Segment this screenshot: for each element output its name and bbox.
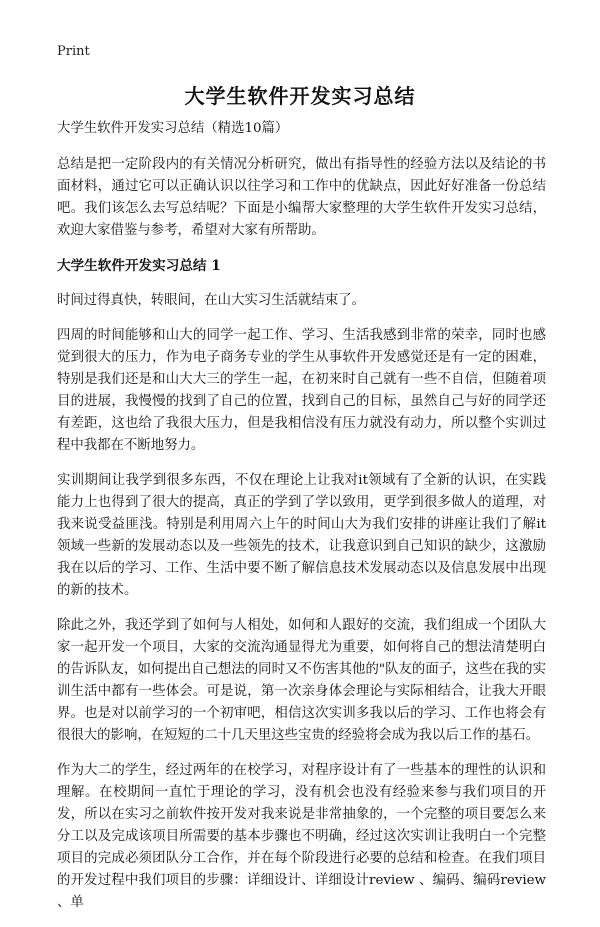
section-heading: 大学生软件开发实习总结 1 [57, 258, 221, 274]
intro-paragraph: 总结是把一定阶段内的有关情况分析研究，做出有指导性的经验方法以及结论的书面材料，通过它可以正确认识以往学习和工作中的优缺点，因此好好准备一份总结吧。我们该怎么去写总结呢？下面是小编帮大家整理的大学生软件开发实习总结，欢迎大家借鉴与参考，希望对大家有所帮助。 [57, 157, 546, 238]
body-paragraph: 四周的时间能够和山大的同学一起工作、学习、生活我感到非常的荣幸，同时也感觉到很大的压力，作为电子商务专业的学生从事软件开发感觉还是有一定的困难，特别是我们还是和山大大三的学生一起，在初来时自己就有一些不自信，但随着项目的进展，我慢慢的找到了自己的位置，找到自己的目标，虽然自己与好的同学还有差距，这也给了我很大压力，但是我相信没有压力就没有动力，所以整个实训过程中我都在不断地努力。 [57, 328, 546, 453]
body-paragraph: 除此之外，我还学到了如何与人相处，如何和人跟好的交流，我们组成一个团队大家一起开发一个项目，大家的交流沟通显得尤为重要，如何将自己的想法清楚明白的告诉队友，如何提出自己想法的同时又不伤害其他的"队友的面子，这些在我的实训生活中都有一些体会。可是说，第一次亲身体会理论与实际相结合，让我大开眼界。也是对以前学习的一个初审吧，相信这次实训多我以后的学习、工作也将会有很很大的影响，在短短的二十几天里这些宝贵的经验将会成为我以后工作的基石。 [57, 618, 546, 743]
page-title: 大学生软件开发实习总结 [184, 84, 416, 108]
body-paragraph: 实训期间让我学到很多东西，不仅在理论上让我对it领域有了全新的认识，在实践能力上也得到了很大的提高，真正的学到了学以致用，更学到很多做人的道理，对我来说受益匪浅。特别是利用周六上午的时间山大为我们安排的讲座让我们了解it领域一些新的发展动态以及一些领先的技术，让我意识到自己知识的缺少，这激励我在以后的学习、工作、生活中要不断了解信息技术发展动态以及信息发展中出现的新的技术。 [57, 473, 546, 598]
print-label: Print [57, 44, 90, 59]
document-subtitle: 大学生软件开发实习总结（精选10篇） [57, 121, 289, 136]
body-paragraph: 时间过得真快，转眼间，在山大实习生活就结束了。 [57, 293, 365, 308]
body-paragraph: 作为大二的学生，经过两年的在校学习，对程序设计有了一些基本的理性的认识和理解。在校期间一直忙于理论的学习，没有机会也没有经验来参与我们项目的开发，所以在实习之前软件按开发对我来说是非常抽象的，一个完整的项目要怎么来分工以及完成该项目所需要的基本步骤也不明确，经过这次实训让我明白一个完整项目的完成必须团队分工合作，并在每个阶段进行必要的总结和检查。在我们项目的开发过程中我们项目的步骤：详细设计、详细设计review 、编码、编码review 、单 [57, 763, 546, 910]
document-body [57, 118, 546, 927]
